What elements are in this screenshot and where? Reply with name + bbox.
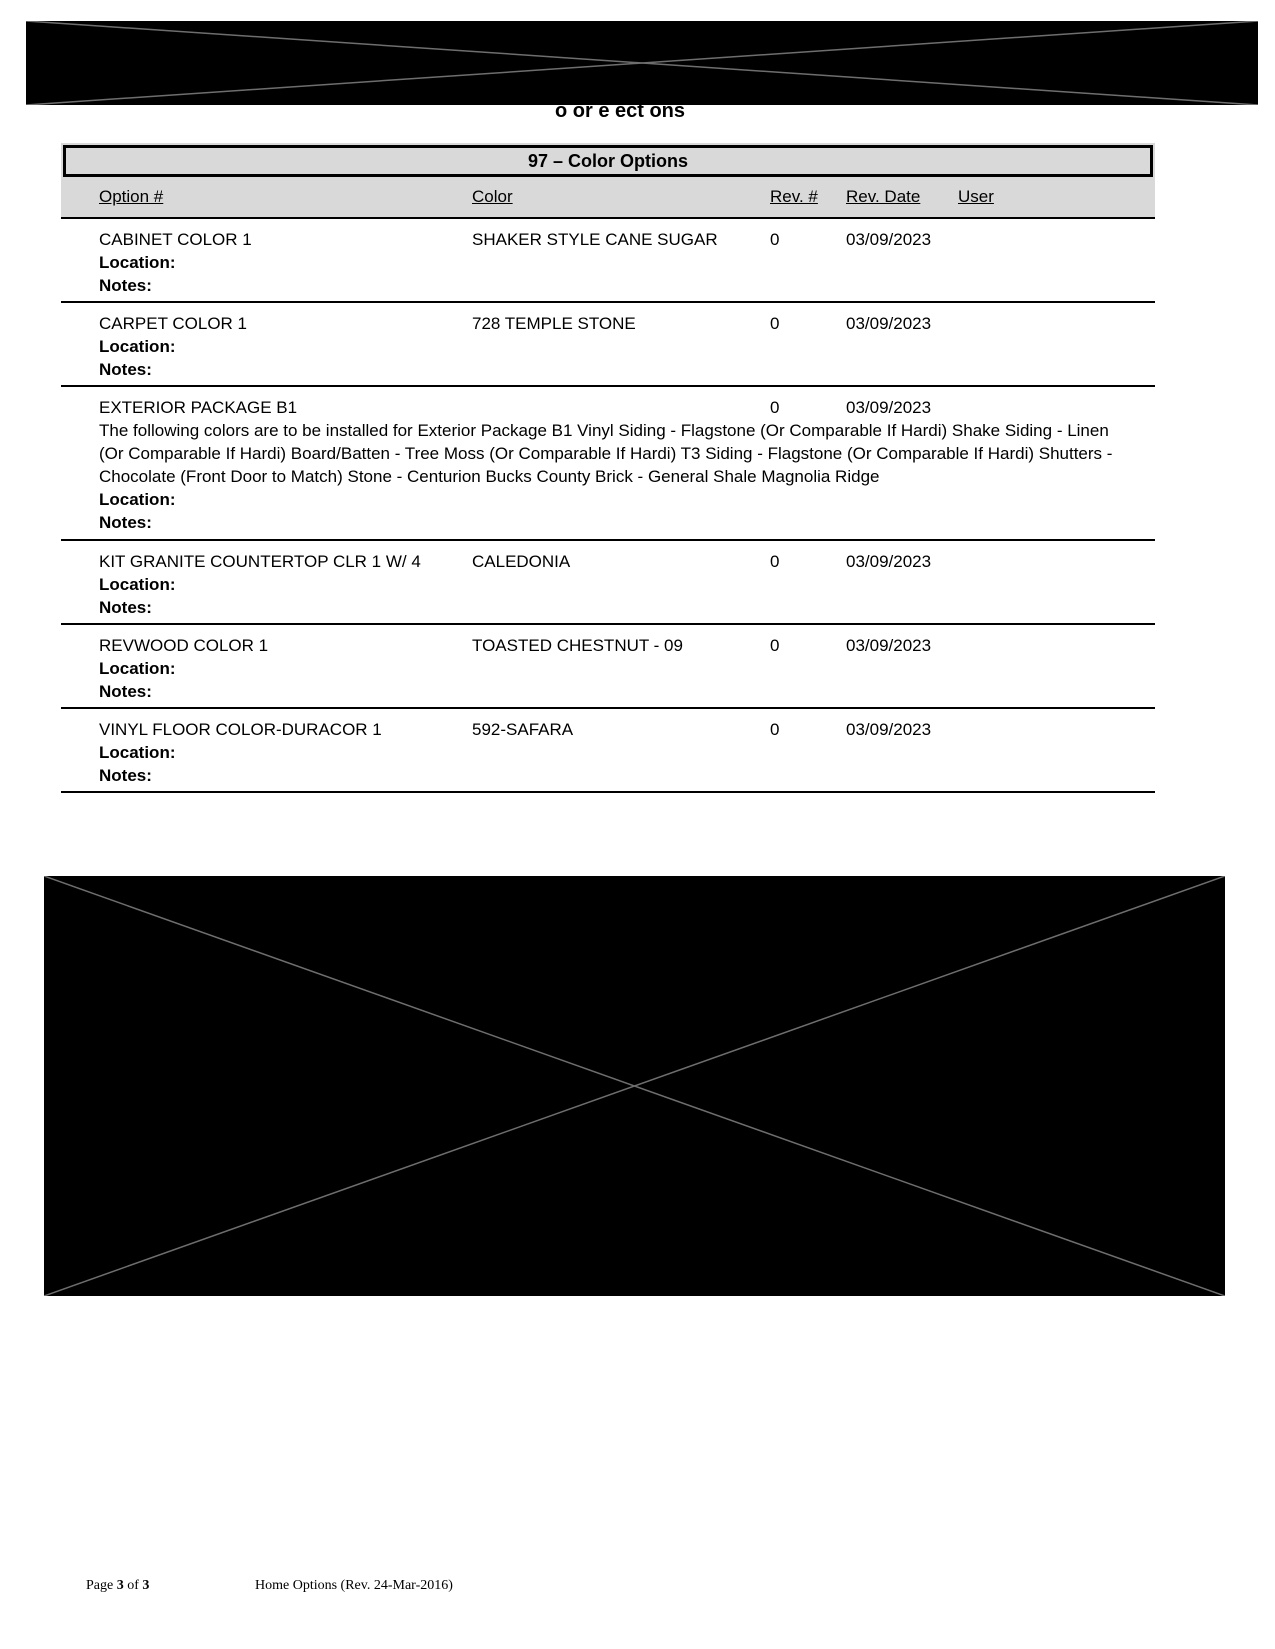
table-row <box>61 541 1155 625</box>
option-cell: KIT GRANITE COUNTERTOP CLR 1 W/ 4 <box>99 552 421 571</box>
notes-label: Notes: <box>99 513 152 532</box>
location-label: Location: <box>99 659 176 678</box>
notes-label: Notes: <box>99 682 152 701</box>
rev-date-cell: 03/09/2023 <box>846 398 932 417</box>
rev-cell: 0 <box>770 636 780 655</box>
rev-date-cell: 03/09/2023 <box>846 552 932 571</box>
location-label: Location: <box>99 337 176 356</box>
location-label: Location: <box>99 490 176 509</box>
header-rev: Rev. # <box>770 187 818 206</box>
option-cell: REVWOOD COLOR 1 <box>99 636 269 655</box>
redacted-header-image <box>26 21 1258 105</box>
table-row <box>61 709 1155 793</box>
color-cell: 592-SAFARA <box>472 720 574 739</box>
page-total: 3 <box>142 1578 150 1593</box>
page-current: 3 <box>116 1578 124 1593</box>
rev-cell: 0 <box>770 314 780 333</box>
option-cell: VINYL FLOOR COLOR-DURACOR 1 <box>99 720 382 739</box>
rev-date-cell: 03/09/2023 <box>846 636 932 655</box>
color-cell: SHAKER STYLE CANE SUGAR <box>472 230 718 249</box>
header-user: User <box>958 187 994 206</box>
option-cell: EXTERIOR PACKAGE B1 <box>99 398 298 417</box>
table-title-bar <box>61 143 1155 177</box>
rev-date-cell: 03/09/2023 <box>846 314 932 333</box>
table-header-row <box>61 177 1155 219</box>
color-cell: 728 TEMPLE STONE <box>472 314 636 333</box>
rev-cell: 0 <box>770 398 780 417</box>
rev-date-cell: 03/09/2023 <box>846 230 932 249</box>
option-cell: CABINET COLOR 1 <box>99 230 252 249</box>
notes-label: Notes: <box>99 598 152 617</box>
table-row <box>61 625 1155 709</box>
option-cell: CARPET COLOR 1 <box>99 314 248 333</box>
section-title: o or e ect ons <box>554 100 686 122</box>
notes-label: Notes: <box>99 766 152 785</box>
header-option: Option # <box>99 187 164 206</box>
location-label: Location: <box>99 575 176 594</box>
color-cell: CALEDONIA <box>472 552 571 571</box>
rev-cell: 0 <box>770 230 780 249</box>
table-row <box>61 219 1155 303</box>
location-label: Location: <box>99 743 176 762</box>
color-cell: TOASTED CHESTNUT - 09 <box>472 636 683 655</box>
redacted-image <box>44 876 1225 1296</box>
notes-label: Notes: <box>99 276 152 295</box>
header-rev-date: Rev. Date <box>846 187 921 206</box>
table-row <box>61 387 1155 541</box>
rev-cell: 0 <box>770 720 780 739</box>
rev-date-cell: 03/09/2023 <box>846 720 932 739</box>
location-label: Location: <box>99 253 176 272</box>
color-options-table <box>61 143 1155 793</box>
table-row <box>61 303 1155 387</box>
page-label: Page <box>86 1578 117 1593</box>
header-color: Color <box>472 187 513 206</box>
page-of: of <box>123 1578 143 1593</box>
footer-form-name: Home Options (Rev. 24-Mar-2016) <box>255 1578 453 1593</box>
rev-cell: 0 <box>770 552 780 571</box>
table-title: 97 – Color Options <box>63 145 1153 177</box>
option-description: The following colors are to be installed for Exterior Package B1 Vinyl Siding - Flagstone (Or Comparable If Hardi) Shake Siding - Linen (Or Comparable If Hardi) Board/Batten - Tree Moss (Or Comparable If Hardi) T3 Siding - Flagstone (Or Comparable If Hardi) Shutters - Chocolate (Front Door to Match) Stone - Centurion Bucks County Brick - General Shale Magnolia Ridge <box>99 421 1113 486</box>
notes-label: Notes: <box>99 360 152 379</box>
footer-page-number <box>86 1578 149 1594</box>
